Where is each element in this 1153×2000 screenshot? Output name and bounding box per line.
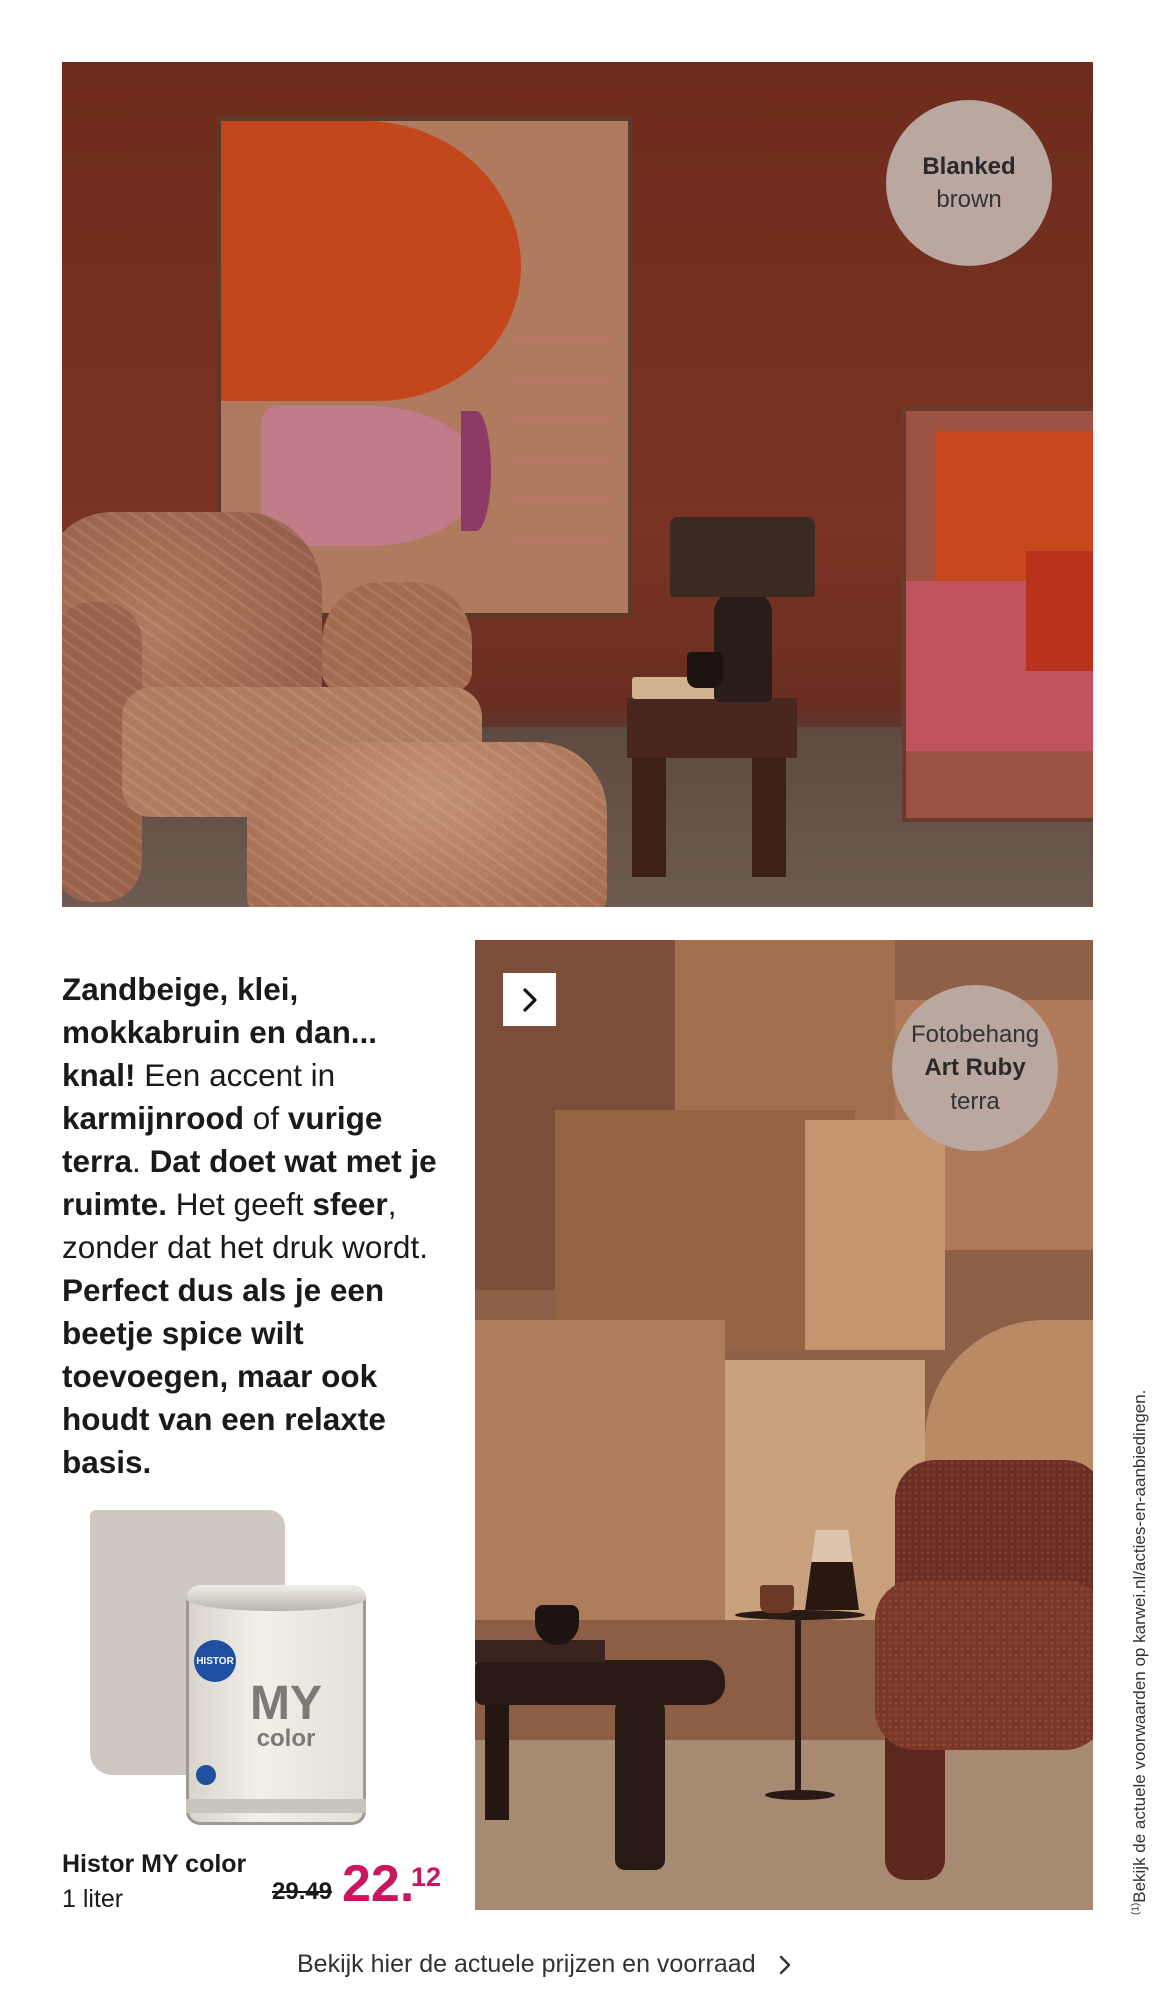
disclaimer-note — [1130, 1390, 1150, 1915]
chevron-right-icon — [778, 1954, 792, 1976]
coffee-table-leg — [485, 1700, 509, 1820]
lamp-base — [714, 592, 772, 702]
armchair-arm — [322, 582, 472, 692]
side-table-leg — [632, 752, 666, 877]
side-table-base — [765, 1790, 835, 1800]
intro-text: Het geeft — [167, 1186, 313, 1222]
books — [475, 1640, 605, 1662]
intro-text-bold: Dat doet wat met je ruimte. — [62, 1143, 437, 1222]
paint-tin-image — [186, 1585, 366, 1825]
new-price: 22. — [342, 1855, 415, 1913]
intro-text: , zonder dat het druk wordt. — [62, 1186, 428, 1265]
badge-name-light: brown — [936, 186, 1002, 213]
chevron-right-icon — [519, 987, 541, 1013]
intro-text-bold: vurige terra — [62, 1100, 383, 1179]
color-badge-art-ruby — [892, 985, 1058, 1151]
intro-text-bold: Zandbeige, klei, mokkabruin en dan... knal! — [62, 971, 378, 1093]
side-table — [627, 698, 797, 758]
new-price-cents: 12 — [411, 1862, 442, 1892]
disclaimer-text: Bekijk de actuele voorwaarden op karwei.nl/acties-en-aanbiedingen. — [1130, 1389, 1149, 1903]
lamp-shade — [670, 517, 815, 597]
side-table — [735, 1610, 865, 1620]
floor — [475, 1740, 1093, 1910]
tin-band — [186, 1799, 366, 1813]
chair-seat — [875, 1580, 1093, 1750]
intro-paragraph — [62, 968, 442, 1484]
next-button[interactable] — [503, 973, 556, 1026]
footnote-marker: (1) — [1130, 1902, 1142, 1915]
histor-logo: HISTOR — [194, 1640, 236, 1682]
intro-text: of — [244, 1100, 288, 1136]
badge-line-3: terra — [950, 1087, 1000, 1115]
coffee-table — [475, 1660, 725, 1705]
tin-title: MY — [250, 1677, 322, 1730]
badge-line-2: Art Ruby — [924, 1054, 1026, 1082]
color-badge-blanked-brown — [886, 100, 1052, 266]
intro-text-bold: sfeer — [312, 1186, 388, 1222]
badge-name-bold: Blanked — [922, 152, 1016, 180]
side-table-leg — [752, 752, 786, 877]
old-price: 29.49 — [272, 1878, 333, 1905]
tin-lid — [186, 1585, 366, 1611]
intro-text-bold: karmijnrood — [62, 1100, 245, 1136]
prices-stock-link-label: Bekijk hier de actuele prijzen en voorraad — [297, 1950, 756, 1978]
tin-subtitle: color — [256, 1725, 316, 1752]
abstract-artwork-small — [902, 407, 1093, 822]
intro-text: Een accent in — [135, 1057, 336, 1093]
ottoman — [247, 742, 607, 907]
mug — [760, 1585, 794, 1613]
intro-text-bold: Perfect dus als je een beetje spice wilt toevoegen, maar ook houdt van een relaxte basis. — [62, 1272, 386, 1480]
tin-badge-dot — [196, 1765, 216, 1785]
coffee-table-leg — [615, 1700, 665, 1870]
product-name: Histor MY color — [62, 1850, 247, 1878]
side-table-pole — [795, 1616, 801, 1796]
product-size: 1 liter — [62, 1885, 124, 1913]
badge-line-1: Fotobehang — [910, 1021, 1040, 1049]
intro-text: . — [132, 1143, 150, 1179]
cup — [687, 652, 723, 688]
prices-stock-link[interactable] — [297, 1950, 792, 1979]
